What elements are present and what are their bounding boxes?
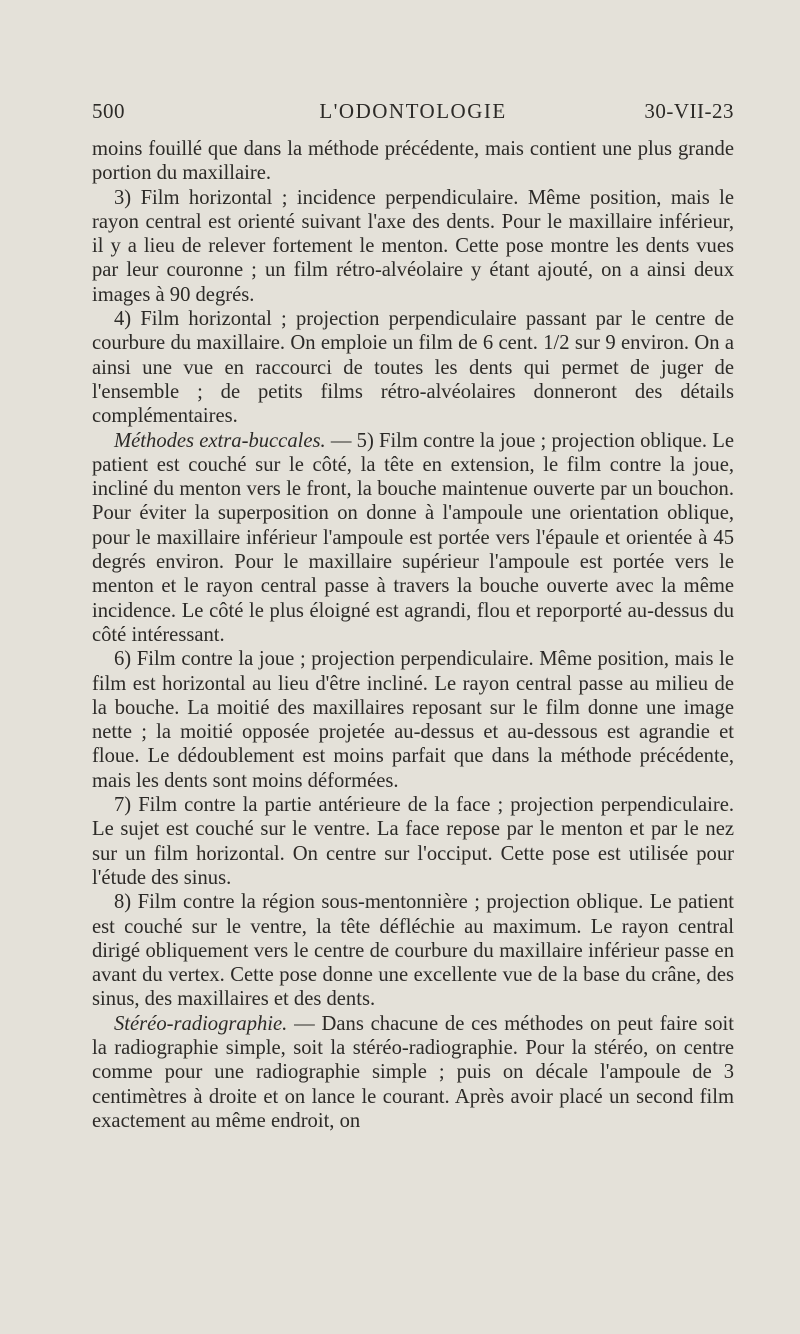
paragraph-text: moins fouillé que dans la méthode précédente, mais contient une plus grande portion du maxillaire. [92, 138, 734, 185]
paragraph-stereo [92, 1012, 734, 1133]
paragraph-text: — 5) Film contre la joue ; projection oblique. Le patient est couché sur le côté, la tête en extension, le film contre la joue, incliné du menton vers le front, la bouche maintenue ouverte par un bouchon. Pour éviter la superposition on donne à l'ampoule une orientation oblique, pour le maxillaire inférieur l'ampoule est portée vers l'épaule et orientée à 45 degrés environ. Pour le maxillaire supérieur l'ampoule est portée vers le menton et le rayon central passe à travers la bouche ouverte avec la même incidence. Le côté le plus éloigné est agrandi, flou et reporporté au-dessus du côté intéressant. [92, 429, 734, 646]
paragraph-text: 7) Film contre la partie antérieure de la face ; projection perpendiculaire. Le sujet est couché sur le ventre. La face repose par le menton et par le nez sur un film horizontal. On centre sur l'occiput. Cette pose est utilisée pour l'étude des sinus. [92, 794, 734, 889]
paragraph-text: 4) Film horizontal ; projection perpendiculaire passant par le centre de courbure du maxillaire. On emploie un film de 6 cent. 1/2 sur 9 environ. On a ainsi une vue en raccourci de toutes les dents qui permet de juger de l'ensemble ; de petits films rétro-alvéolaires donneront des détails complémentaires. [92, 308, 734, 428]
page-number: 500 [92, 99, 125, 123]
paragraph-continuation [92, 137, 734, 186]
paragraph-method-5 [92, 429, 734, 648]
paragraph-method-3 [92, 186, 734, 307]
running-header [92, 99, 734, 129]
paragraph-method-6 [92, 647, 734, 793]
paragraph-text: — Dans chacune de ces méthodes on peut faire soit la radiographie simple, soit la stéréo-radiographie. Pour la stéréo, on centre comme pour une radiographie simple ; puis on décale l'ampoule de 3 centimètres à droite et on lance le courant. Après avoir placé un second film exactement au même endroit, on [92, 1012, 734, 1132]
journal-title: L'ODONTOLOGIE [319, 99, 507, 123]
issue-date: 30-VII-23 [644, 99, 734, 123]
paragraph-method-8 [92, 890, 734, 1011]
paragraph-method-7 [92, 793, 734, 890]
paragraph-text: 8) Film contre la région sous-mentonnière ; projection oblique. Le patient est couché sur le ventre, la tête défléchie au maximum. Le rayon central dirigé obliquement vers le centre de courbure du maxillaire inférieur passe en avant du vertex. Cette pose donne une excellente vue de la base du crâne, des sinus, des maxillaires et des dents. [92, 891, 734, 1011]
paragraph-text: 6) Film contre la joue ; projection perpendiculaire. Même position, mais le film est horizontal au lieu d'être incliné. Le rayon central passe au milieu de la bouche. La moitié des maxillaires reposant sur le film donne une image nette ; la moitié opposée projetée au-dessus et au-dessous est agrandie et floue. Le dédoublement est moins parfait que dans la méthode précédente, mais les dents sont moins déformées. [92, 648, 734, 792]
section-heading-stereo: Stéréo-radiographie. [114, 1012, 288, 1035]
paragraph-method-4 [92, 307, 734, 428]
body-text [92, 137, 734, 1133]
section-heading-extra-buccal: Méthodes extra-buccales. [114, 429, 326, 452]
paragraph-text: 3) Film horizontal ; incidence perpendiculaire. Même position, mais le rayon central est orienté suivant l'axe des dents. Pour le maxillaire inférieur, il y a lieu de relever fortement le menton. Cette pose montre les dents vues par leur couronne ; un film rétro-alvéolaire y étant ajouté, on a ainsi deux images à 90 degrés. [92, 186, 734, 306]
